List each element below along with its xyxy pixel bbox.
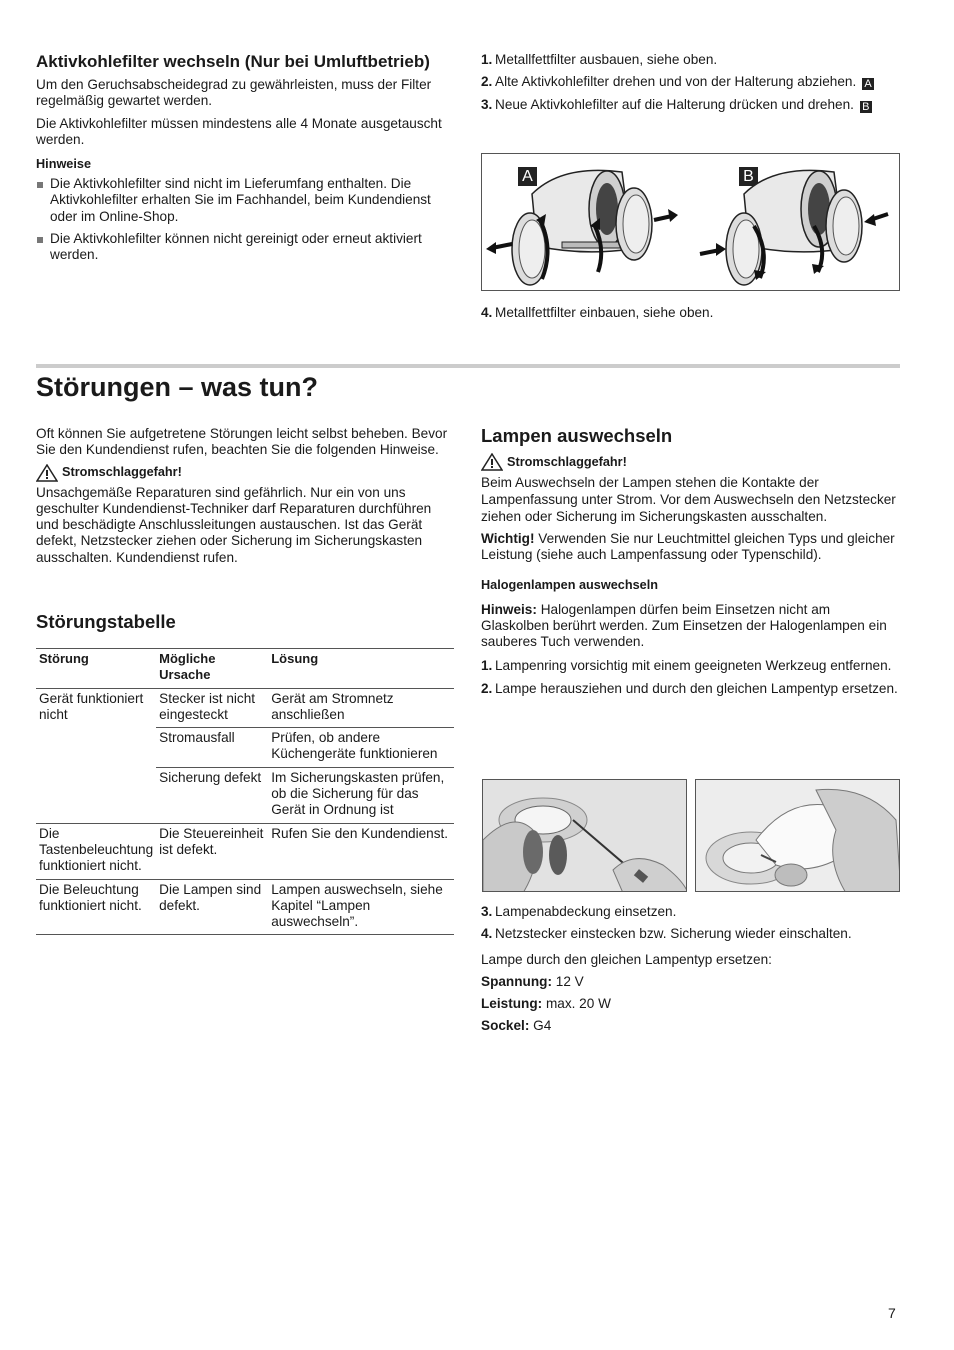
table-row (36, 823, 454, 879)
column-header: Störung (36, 649, 156, 689)
lamp-insert-illustration (696, 780, 900, 892)
intro-text: Oft können Sie aufgetretene Störungen leicht selbst beheben. Bevor Sie den Kundendienst rufen, beachten Sie die folgenden Hinweise. (36, 426, 448, 458)
section-divider (36, 364, 900, 368)
warning-heading: Stromschlaggefahr! (481, 453, 899, 471)
figure-ref-badge: B (860, 101, 872, 113)
table-cell: Prüfen, ob andere Küchengeräte funktionieren (268, 728, 454, 768)
warning-icon (36, 464, 58, 482)
table-row (36, 879, 454, 935)
carbon-filter-title: Aktivkohlefilter wechseln (Nur bei Umluftbetrieb) (36, 52, 430, 71)
step-item: 1. Metallfettfilter ausbauen, siehe oben. (481, 52, 718, 67)
table-header-row (36, 649, 454, 689)
table-cell: Stecker ist nicht eingesteckt (156, 688, 268, 728)
troubleshooting-intro (36, 426, 454, 566)
important-note: Wichtig! Verwenden Sie nur Leuchtmittel gleichen Typs und gleicher Leistung (siehe auch Lampenfassung oder Typenschild). (481, 531, 895, 563)
spec-item: Leistung: max. 20 W (481, 996, 611, 1012)
table-cell: Stromausfall (156, 728, 268, 768)
table-cell: Die Tastenbeleuchtung funktioniert nicht. (36, 823, 156, 879)
column-header: Lösung (268, 649, 454, 689)
lamp-section (481, 425, 899, 697)
table-cell: Sicherung defekt (156, 767, 268, 823)
warning-icon (481, 453, 503, 471)
page-number: 7 (888, 1305, 896, 1321)
step-item: 1. Lampenring vorsichtig mit einem geeigneten Werkzeug entfernen. (481, 658, 892, 674)
hint-note: Hinweis: Halogenlampen dürfen beim Einsetzen nicht am Glaskolben berührt werden. Zum Einsetzen der Halogenlampen ein sauberes Tuch verwenden. (481, 601, 887, 650)
halogen-subtitle: Halogenlampen auswechseln (481, 577, 658, 592)
replace-text: Lampe durch den gleichen Lampentyp ersetzen: (481, 951, 772, 967)
step-item: 3. Neue Aktivkohlefilter auf die Halterung drücken und drehen. B (481, 97, 899, 113)
spec-item: Spannung: 12 V (481, 973, 584, 989)
filter-drawing-b (694, 154, 894, 290)
carbon-filter-para-1: Um den Geruchsabscheidegrad zu gewährleisten, muss der Filter regelmäßig gewartet werden. (36, 77, 432, 109)
table-cell: Gerät am Stromnetz anschließen (268, 688, 454, 728)
step-item: 2. Alte Aktivkohlefilter drehen und von der Halterung abziehen. A (481, 74, 899, 90)
page-title: Störungen – was tun? (36, 372, 319, 402)
spec-item: Sockel: G4 (481, 1018, 552, 1034)
carbon-filter-figure (481, 153, 900, 291)
note-item: Die Aktivkohlefilter können nicht gereinigt oder erneut aktiviert werden. (36, 231, 454, 264)
figure-ref-badge: A (862, 78, 874, 90)
carbon-filter-para-2: Die Aktivkohlefilter müssen mindestens alle 4 Monate ausgetauscht werden. (36, 115, 442, 147)
fault-table-title: Störungstabelle (36, 611, 176, 632)
step-item: 4. Metallfettfilter einbauen, siehe oben. (481, 305, 714, 320)
warning-text: Unsachgemäße Reparaturen sind gefährlich. Nur ein von uns geschulter Kundendienst-Techniker darf Reparaturen durchführen und beschädigte Anschlussleitungen austauschen. Ist das Gerät defekt, Netzstecker ziehen oder Sicherung im Sicherungskasten ausschalten. Kundendienst rufen. (36, 484, 432, 565)
lamp-section-title: Lampen auswechseln (481, 425, 673, 446)
step-item: 2. Lampe herausziehen und durch den gleichen Lampentyp ersetzen. (481, 680, 898, 696)
carbon-filter-section (36, 52, 454, 264)
note-item: Die Aktivkohlefilter sind nicht im Lieferumfang enthalten. Die Aktivkohlefilter erhalten Sie im Fachhandel, beim Kundendienst oder im Online-Shop. (36, 176, 454, 225)
lamp-removal-illustration (483, 780, 687, 892)
step-item: 4. Netzstecker einstecken bzw. Sicherung wieder einschalten. (481, 926, 852, 942)
table-cell: Im Sicherungskasten prüfen, ob die Sicherung für das Gerät in Ordnung ist (268, 767, 454, 823)
table-cell: Die Steuereinheit ist defekt. (156, 823, 268, 879)
fault-table (36, 648, 454, 935)
notes-heading: Hinweise (36, 157, 91, 172)
warning-heading: Stromschlaggefahr! (36, 464, 454, 482)
carbon-filter-steps (481, 52, 899, 113)
table-cell: Gerät funktioniert nicht (36, 688, 156, 823)
table-cell: Rufen Sie den Kundendienst. (268, 823, 454, 879)
lamp-steps-continued (481, 904, 899, 1035)
filter-drawing-a (482, 154, 682, 290)
step-item: 3. Lampenabdeckung einsetzen. (481, 904, 677, 919)
figure-label-b: B (739, 167, 758, 186)
figure-label-a: A (518, 167, 537, 186)
warning-text: Beim Auswechseln der Lampen stehen die Kontakte der Lampenfassung unter Strom. Vor dem Auswechseln den Netzstecker ziehen oder Sicherung im Sicherungskasten ausschalten. (481, 475, 896, 524)
table-cell: Die Beleuchtung funktioniert nicht. (36, 879, 156, 935)
table-row (36, 688, 454, 728)
table-cell: Lampen auswechseln, siehe Kapitel “Lampen auswechseln”. (268, 879, 454, 935)
lamp-photo-insert (695, 779, 900, 892)
table-cell: Die Lampen sind defekt. (156, 879, 268, 935)
lamp-photo-remove (482, 779, 687, 892)
column-header: Mögliche Ursache (156, 649, 268, 689)
